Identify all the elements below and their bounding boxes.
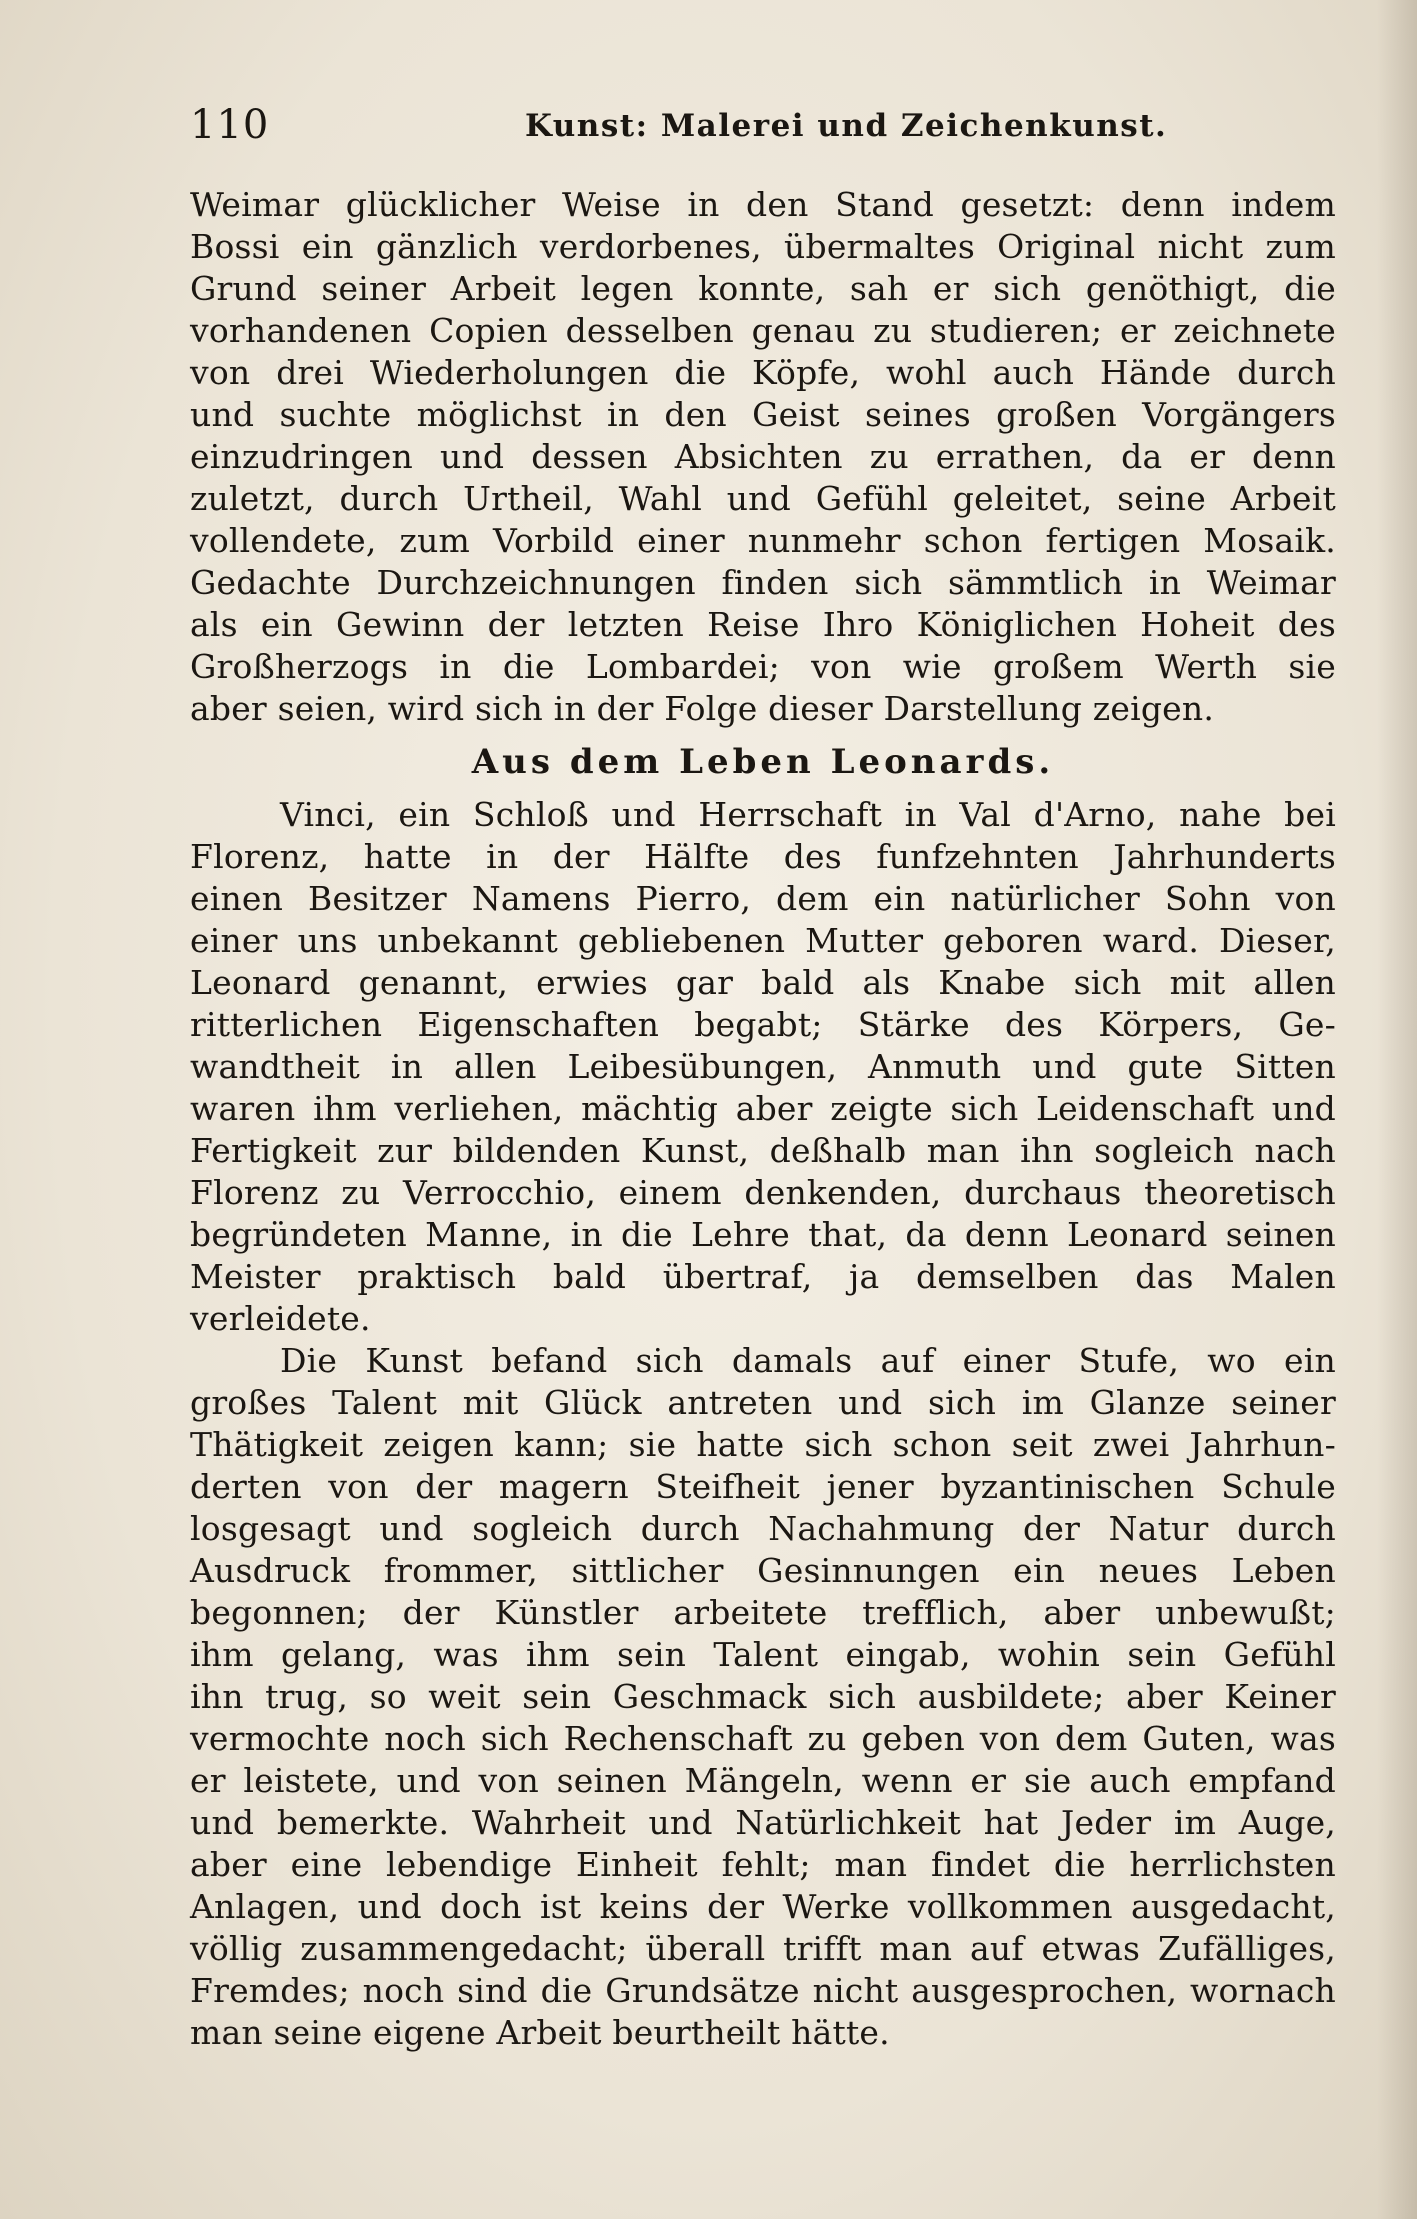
paragraph-kunst [190,1340,1336,2054]
text-line: vermochte noch sich Rechenschaft zu geben von dem Guten, was [190,1719,1336,1758]
text-line: einen Besitzer Namens Pierro, dem ein natürlicher Sohn von [190,879,1336,918]
text-line: völlig zusammengedacht; überall trifft man auf etwas Zufälliges, [190,1929,1336,1968]
text-line: er leistete, und von seinen Mängeln, wenn er sie auch empfand [190,1761,1336,1800]
text-line: einer uns unbekannt gebliebenen Mutter geboren ward. Dieser, [190,921,1336,960]
text-line: Thätigkeit zeigen kann; sie hatte sich schon seit zwei Jahrhun- [190,1425,1336,1464]
text-line: Weimar glücklicher Weise in den Stand gesetzt: denn indem [190,185,1336,224]
text-line: derten von der magern Steifheit jener byzantinischen Schule [190,1467,1336,1506]
text-line: waren ihm verliehen, mächtig aber zeigte sich Leidenschaft und [190,1089,1336,1128]
text-line: Fertigkeit zur bildenden Kunst, deßhalb man ihn sogleich nach [190,1131,1336,1170]
text-line: Gedachte Durchzeichnungen finden sich sämmtlich in Weimar [190,563,1336,602]
text-line: wandtheit in allen Leibesübungen, Anmuth und gute Sitten [190,1047,1336,1086]
text-line: begonnen; der Künstler arbeitete trefflich, aber unbewußt; [190,1593,1336,1632]
text-line: aber eine lebendige Einheit fehlt; man findet die herrlichsten [190,1845,1336,1884]
text-line: man seine eigene Arbeit beurtheilt hätte. [190,2013,890,2052]
text-line: als ein Gewinn der letzten Reise Ihro Königlichen Hoheit des [190,605,1336,644]
text-line: Leonard genannt, erwies gar bald als Knabe sich mit allen [190,963,1336,1002]
text-line: einzudringen und dessen Absichten zu errathen, da er denn [190,437,1336,476]
section-heading: Aus dem Leben Leonards. [471,742,1055,782]
text-line: verleidete. [190,1299,371,1338]
text-line: Die Kunst befand sich damals auf einer Stufe, wo ein [280,1341,1336,1380]
text-line: Grund seiner Arbeit legen konnte, sah er sich genöthigt, die [190,269,1336,308]
body-text [190,184,1336,2054]
text-line: von drei Wiederholungen die Köpfe, wohl auch Hände durch [190,353,1336,392]
text-line: Fremdes; noch sind die Grundsätze nicht ausgesprochen, wornach [190,1971,1336,2010]
text-line: ihn trug, so weit sein Geschmack sich ausbildete; aber Keiner [190,1677,1336,1716]
text-line: losgesagt und sogleich durch Nachahmung der Natur durch [190,1509,1336,1548]
text-line: Vinci, ein Schloß und Herrschaft in Val d'Arno, nahe bei [280,795,1336,834]
paragraph-vinci [190,794,1336,1340]
running-title: Kunst: Malerei und Zeichenkunst. [525,108,1168,144]
text-line: vorhandenen Copien desselben genau zu studieren; er zeichnete [190,311,1336,350]
text-line: Florenz zu Verrocchio, einem denkenden, durchaus theoretisch [190,1173,1336,1212]
text-line: Anlagen, und doch ist keins der Werke vollkommen ausgedacht, [190,1887,1336,1926]
text-line: Florenz, hatte in der Hälfte des funfzehnten Jahrhunderts [190,837,1336,876]
page-number: 110 [190,102,270,148]
text-line: zuletzt, durch Urtheil, Wahl und Gefühl geleitet, seine Arbeit [190,479,1336,518]
text-line: und suchte möglichst in den Geist seines großen Vorgängers [190,395,1336,434]
text-line: begründeten Manne, in die Lehre that, da denn Leonard seinen [190,1215,1336,1254]
paragraph-bossi [190,184,1336,730]
text-line: Bossi ein gänzlich verdorbenes, übermaltes Original nicht zum [190,227,1336,266]
text-line: vollendete, zum Vorbild einer nunmehr schon fertigen Mosaik. [190,521,1336,560]
page-edge-shadow [1377,0,1417,2219]
text-line: großes Talent mit Glück antreten und sich im Glanze seiner [190,1383,1336,1422]
text-line: Großherzogs in die Lombardei; von wie großem Werth sie [190,647,1336,686]
text-line: aber seien, wird sich in der Folge dieser Darstellung zeigen. [190,689,1215,728]
text-line: und bemerkte. Wahrheit und Natürlichkeit hat Jeder im Auge, [190,1803,1336,1842]
text-line: ihm gelang, was ihm sein Talent eingab, wohin sein Gefühl [190,1635,1336,1674]
text-line: Meister praktisch bald übertraf, ja demselben das Malen [190,1257,1336,1296]
page-header [190,102,1350,152]
text-line: ritterlichen Eigenschaften begabt; Stärke des Körpers, Ge- [190,1005,1336,1044]
text-line: Ausdruck frommer, sittlicher Gesinnungen ein neues Leben [190,1551,1336,1590]
